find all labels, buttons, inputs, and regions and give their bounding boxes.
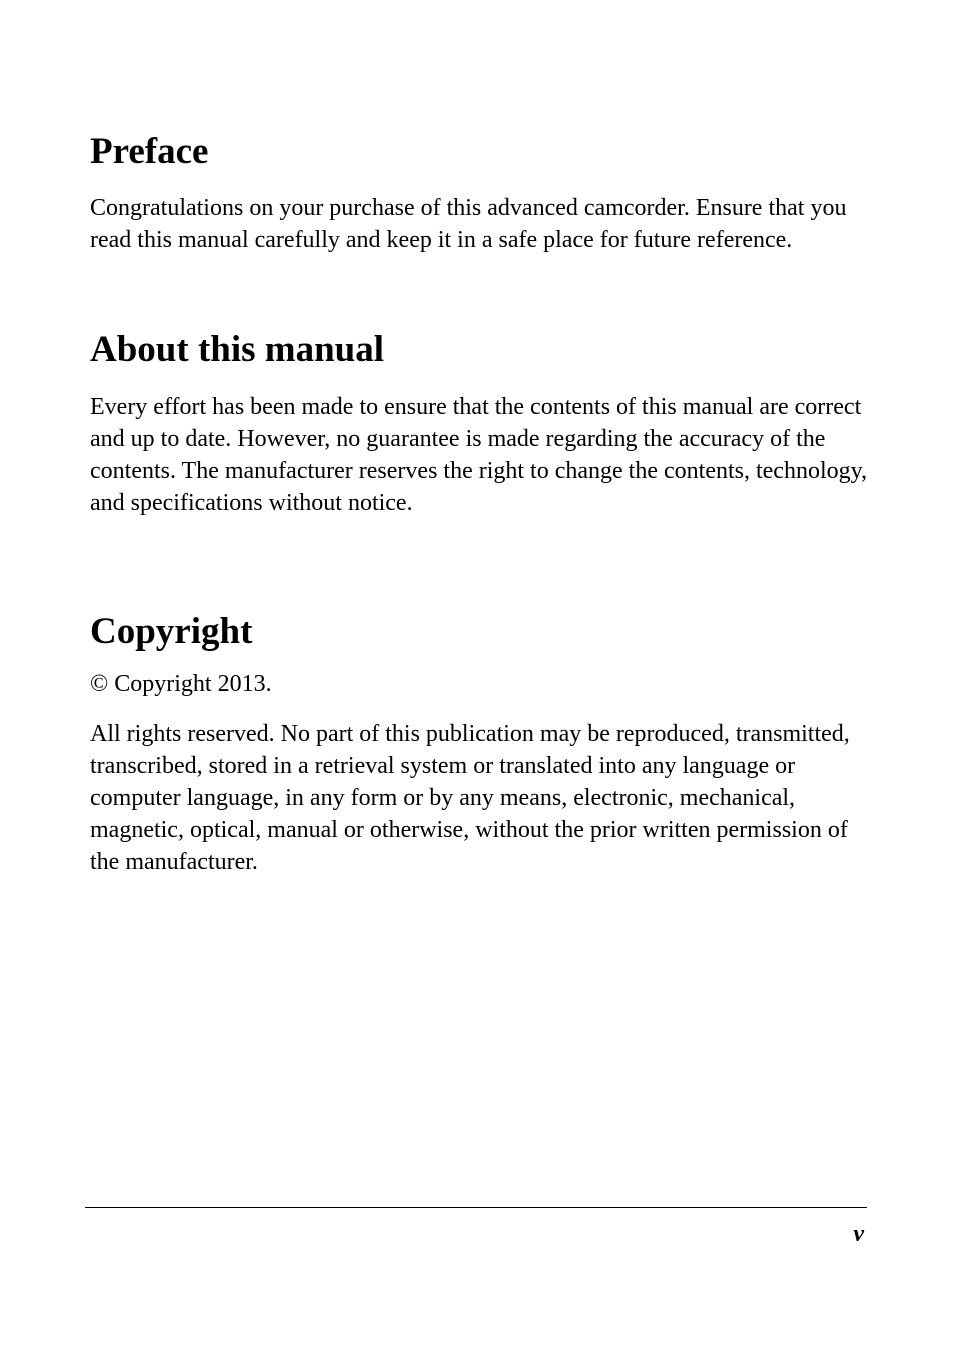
copyright-notice: © Copyright 2013.	[90, 671, 272, 697]
preface-paragraph: Congratulations on your purchase of this advanced camcorder. Ensure that you read this manual carefully and keep it in a safe place for future reference.	[90, 195, 847, 253]
preface-heading: Preface	[90, 131, 209, 172]
about-manual-heading: About this manual	[90, 329, 385, 370]
copyright-paragraph: All rights reserved. No part of this publication may be reproduced, transmitted, transcribed, stored in a retrieval system or translated into any language or computer language, in any form or by any means, electronic, mechanical, magnetic, optical, manual or otherwise, without the prior written permission of the manufacturer.	[90, 721, 850, 875]
page-number: v	[853, 1221, 864, 1247]
about-manual-paragraph: Every effort has been made to ensure that the contents of this manual are correct and up to date. However, no guarantee is made regarding the accuracy of the contents. The manufacturer reserves the right to change the contents, technology, and specifications without notice.	[90, 394, 868, 516]
footer-divider	[85, 1207, 867, 1208]
copyright-heading: Copyright	[90, 611, 253, 652]
